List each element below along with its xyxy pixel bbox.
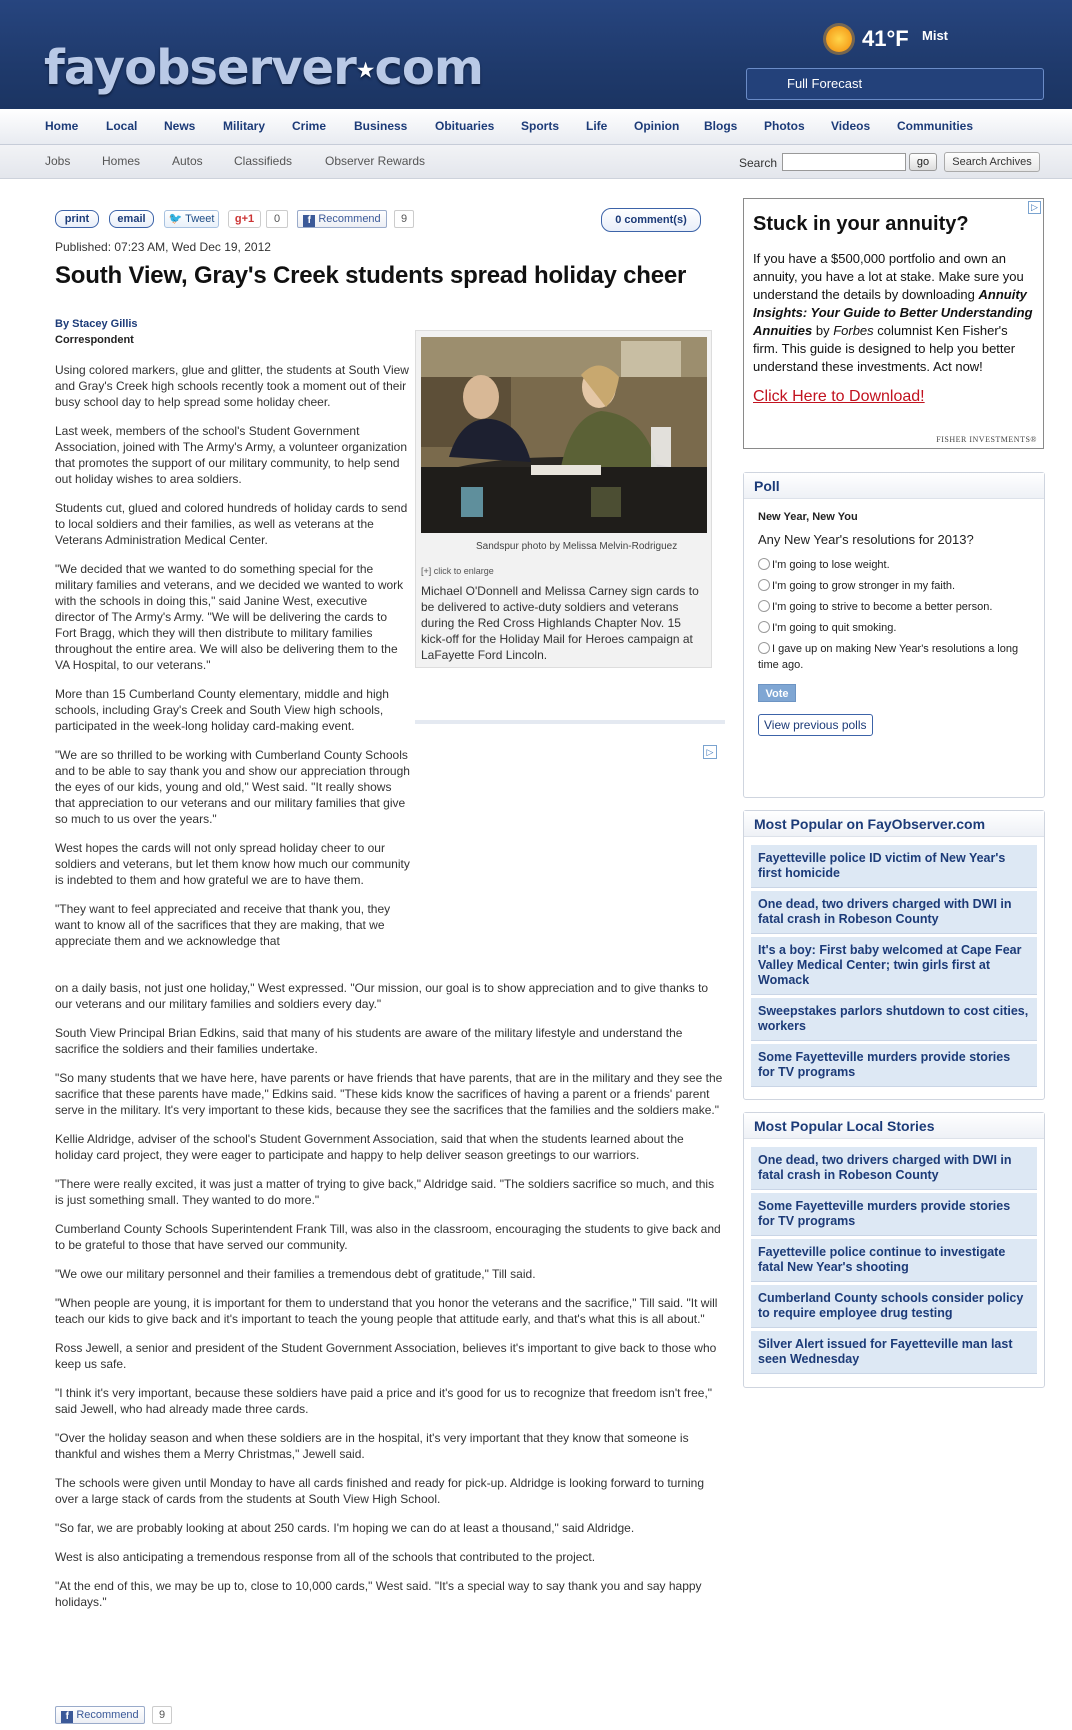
ad-guide-title: Annuity Insights: Your Guide to Better Understanding Annuities — [753, 287, 1033, 338]
email-button[interactable]: email — [109, 210, 154, 228]
paragraph: "So many students that we have here, have parents or have friends that have parents, that are in the military and they see the sacrifice that these parents have made," Edkins said. "These kids know the sacrifices of having a parent or a friends' parent serve in the military. It's very important to these kids, because they see the sacrifices that the families and the soldiers make." — [55, 1071, 723, 1117]
print-button[interactable]: print — [55, 210, 99, 228]
ad-text: If you have a $500,000 portfolio and own an annuity, you have a lot at stake. Make sure you understand the details by downloading — [753, 251, 1024, 302]
bottom-recommend-count: 9 — [152, 1706, 172, 1724]
gplus-button[interactable] — [228, 210, 261, 228]
facebook-icon: f — [61, 1711, 73, 1723]
search-go-button[interactable]: go — [909, 153, 937, 171]
adchoices-icon[interactable]: ▷ — [703, 745, 717, 759]
paragraph: West hopes the cards will not only spread holiday cheer to our soldiers and veterans, but let them know how much our community is indebted to them and how grateful we are to have them. — [55, 841, 410, 887]
recommend-label: Recommend — [76, 1709, 139, 1721]
ad-body — [753, 250, 1033, 376]
previous-polls-button[interactable]: View previous polls — [758, 714, 873, 736]
sun-icon — [826, 26, 852, 52]
ad-download-link[interactable]: Click Here to Download! — [753, 388, 925, 405]
radio-button[interactable] — [758, 579, 770, 591]
poll-option[interactable] — [758, 557, 1030, 573]
radio-button[interactable] — [758, 621, 770, 633]
recommend-count: 9 — [394, 210, 414, 228]
paragraph: West is also anticipating a tremendous response from all of the schools that contributed to the project. — [55, 1550, 596, 1564]
paragraph: "We decided that we wanted to do something special for the military families and veterans, and we decided we wanted to work with the schools in doing this," said Janine West, executive director of The Army's Army. "We will be delivering the cards to Fort Bragg, which they will then distribute to military families throughout the entire area. We will also be delivering them to the VA Hospital, to our veterans." — [55, 562, 404, 672]
nav-jobs[interactable]: Jobs — [45, 154, 71, 168]
gplus-label: +1 — [241, 213, 255, 225]
paragraph: "They want to feel appreciated and receive that thank you, they want to know all of the sacrifices that they are making, that we appreciate them and we acknowledge that — [55, 902, 391, 948]
published-date: Published: 07:23 AM, Wed Dec 19, 2012 — [55, 240, 271, 254]
ad-text: by — [812, 323, 834, 338]
tweet-button[interactable] — [164, 210, 219, 228]
nav-military[interactable]: Military — [223, 119, 266, 133]
paragraph: Using colored markers, glue and glitter, the students at South View and Gray's Creek high schools recently took a moment out of their busy school day to help spread some holiday cheer. — [55, 363, 409, 409]
weather-condition: Mist — [922, 28, 948, 43]
story-link[interactable]: Some Fayetteville murders provide stories for TV programs — [751, 1193, 1037, 1236]
gplus-icon: g — [234, 213, 242, 225]
primary-nav — [0, 109, 1072, 145]
twitter-icon: 🐦 — [168, 213, 183, 225]
nav-life[interactable]: Life — [586, 119, 608, 133]
paragraph: Students cut, glued and colored hundreds of holiday cards to send to local soldiers and their families, as well as veterans at the Veterans Administration Medical Center. — [55, 501, 408, 547]
story-link[interactable]: Fayetteville police continue to investigate fatal New Year's shooting — [751, 1239, 1037, 1282]
most-local-title: Most Popular Local Stories — [744, 1113, 1044, 1139]
paragraph: More than 15 Cumberland County elementary, middle and high schools, including Gray's Creek and South View high schools, participated in the week-long holiday card-making event. — [55, 687, 389, 733]
search-label: Search — [739, 156, 778, 170]
radio-button[interactable] — [758, 558, 770, 570]
nav-autos[interactable]: Autos — [172, 154, 203, 168]
paragraph: South View Principal Brian Edkins, said that many of his students are aware of the military lifestyle and understand the sacrifice the soldiers and their families undertake. — [55, 1026, 683, 1056]
option-label: I'm going to strive to become a better person. — [772, 601, 993, 613]
secondary-nav — [0, 145, 1072, 179]
story-link[interactable]: It's a boy: First baby welcomed at Cape Fear Valley Medical Center; twin girls first at Womack — [751, 937, 1037, 995]
ad-text: columnist Ken Fisher's firm. This guide is designed to help you better understand these investments. Act now! — [753, 323, 1016, 374]
vote-button[interactable]: Vote — [758, 684, 796, 702]
nav-communities[interactable]: Communities — [897, 119, 974, 133]
poll-title: Poll — [744, 473, 1044, 499]
nav-photos[interactable]: Photos — [764, 119, 805, 133]
paragraph: on a daily basis, not just one holiday," West expressed. "Our mission, our goal is to show appreciation and to give thanks to our veterans and our military families and soldiers every day." — [55, 981, 709, 1011]
nav-classifieds[interactable]: Classifieds — [234, 154, 293, 168]
recommend-label: Recommend — [318, 213, 381, 225]
option-label: I'm going to grow stronger in my faith. — [772, 580, 956, 592]
paragraph: "When people are young, it is important for them to understand that you honor the veterans and the sacrifice," Till said. "It will teach our kids to give back and it's important to teach the young people that attitude early, and that's what this is all about." — [55, 1296, 718, 1326]
nav-opinion[interactable]: Opinion — [634, 119, 680, 133]
poll-panel — [743, 472, 1045, 798]
photo-illustration — [421, 337, 707, 533]
recommend-button[interactable] — [297, 210, 387, 228]
poll-option[interactable] — [758, 599, 1030, 615]
nav-business[interactable]: Business — [354, 119, 408, 133]
ad-forbes: Forbes — [833, 323, 874, 338]
nav-crime[interactable]: Crime — [292, 119, 327, 133]
photo-caption: Michael O'Donnell and Melissa Carney sign cards to be delivered to active-duty soldiers and veterans during the Red Cross Highlands Chapter Nov. 15 kick-off for the Holiday Mail for Heroes campaign at LaFayette Ford Lincoln. — [421, 584, 699, 662]
story-link[interactable]: One dead, two drivers charged with DWI in fatal crash in Robeson County — [751, 891, 1037, 934]
article-headline: South View, Gray's Creek students spread holiday cheer — [55, 262, 687, 289]
gplus-count: 0 — [266, 210, 288, 228]
paragraph: "There were really excited, it was just a matter of trying to give back," Aldridge said. "The soldiers sacrifice so much, and this is just something small. They wanted to do more." — [55, 1177, 715, 1207]
comments-button[interactable]: 0 comment(s) — [601, 208, 701, 232]
search-input[interactable] — [782, 153, 906, 171]
ad-title: Stuck in your annuity? — [753, 213, 969, 235]
story-link[interactable]: Sweepstakes parlors shutdown to cost cities, workers — [751, 998, 1037, 1041]
tweet-label: Tweet — [185, 213, 215, 225]
nav-obituaries[interactable]: Obituaries — [435, 119, 495, 133]
facebook-icon: f — [303, 215, 315, 227]
most-local-panel — [743, 1112, 1045, 1388]
story-link[interactable]: Fayetteville police ID victim of New Year's first homicide — [751, 845, 1037, 888]
paragraph: "So far, we are probably looking at about 250 cards. I'm hoping we can do at least a thousand," said Aldridge. — [55, 1521, 635, 1535]
photo-credit: Sandspur photo by Melissa Melvin-Rodriguez — [476, 541, 678, 552]
most-popular-panel — [743, 810, 1045, 1100]
article-photo[interactable] — [421, 337, 707, 533]
paragraph: "We owe our military personnel and their families a tremendous debt of gratitude," Till said. — [55, 1267, 536, 1281]
poll-name: New Year, New You — [758, 511, 858, 523]
nav-news[interactable]: News — [164, 119, 196, 133]
option-label: I gave up on making New Year's resolutions a long time ago. — [758, 643, 1019, 671]
nav-home[interactable]: Home — [45, 119, 79, 133]
nav-homes[interactable]: Homes — [102, 154, 141, 168]
nav-observer-rewards[interactable]: Observer Rewards — [325, 154, 426, 168]
enlarge-link[interactable]: [+] click to enlarge — [421, 566, 494, 576]
nav-blogs[interactable]: Blogs — [704, 119, 738, 133]
story-link[interactable]: Silver Alert issued for Fayetteville man last seen Wednesday — [751, 1331, 1037, 1374]
option-label: I'm going to lose weight. — [772, 559, 890, 571]
paragraph: Cumberland County Schools Superintendent Frank Till, was also in the classroom, encouraging the students to give back and to be grateful to those that have served our community. — [55, 1222, 721, 1252]
radio-button[interactable] — [758, 642, 770, 654]
paragraph: Ross Jewell, a senior and president of the Student Government Association, believes it's important to give back to those who keep us safe. — [55, 1341, 717, 1371]
logo-text: fayobserver — [44, 40, 356, 96]
site-logo[interactable] — [44, 40, 483, 96]
article-body-bottom — [55, 980, 725, 1623]
byline[interactable]: By Stacey Gillis — [55, 318, 138, 330]
ad-divider — [415, 720, 725, 724]
story-link[interactable]: Cumberland County schools consider policy to require employee drug testing — [751, 1285, 1037, 1328]
option-label: I'm going to quit smoking. — [772, 622, 897, 634]
photo-box — [415, 330, 712, 668]
paragraph: "Over the holiday season and when these soldiers are in the hospital, it's very important that they know that someone is thankful and wishes them a Merry Christmas," Jewell said. — [55, 1431, 689, 1461]
weather-temp: 41°F — [862, 26, 909, 51]
story-link[interactable]: One dead, two drivers charged with DWI in fatal crash in Robeson County — [751, 1147, 1037, 1190]
logo-tld: com — [374, 40, 483, 96]
nav-local[interactable]: Local — [106, 119, 138, 133]
article-body-top — [55, 362, 410, 962]
author-role: Correspondent — [55, 334, 134, 346]
paragraph: "I think it's very important, because these soldiers have paid a price and it's good for us to recognize that freedom isn't free," said Jewell, who had already made three cards. — [55, 1386, 713, 1416]
paragraph: The schools were given until Monday to have all cards finished and ready for pick-up. Aldridge is looking forward to turning over a large stack of cards from the students at South View High School. — [55, 1476, 705, 1506]
logo-star: ★ — [355, 58, 375, 84]
poll-option[interactable] — [758, 578, 1030, 594]
radio-button[interactable] — [758, 600, 770, 612]
full-forecast-button[interactable]: Full Forecast — [746, 68, 1044, 100]
paragraph: "We are so thrilled to be working with Cumberland County Schools and to be able to say thank you and show our appreciation through the eyes of our kids, young and old," West said. "It really shows that appreciation to our veterans and our military families that give so much to us over the years." — [55, 748, 410, 826]
masthead — [0, 0, 1072, 109]
bottom-recommend-button[interactable] — [55, 1706, 145, 1724]
nav-sports[interactable]: Sports — [521, 119, 560, 133]
adchoices-icon[interactable]: ▷ — [1028, 201, 1041, 214]
paragraph: Kellie Aldridge, adviser of the school's Student Government Association, said that when the students learned about the holiday card project, they were eager to participate and happy to help deliver season greetings to our warriors. — [55, 1132, 684, 1162]
paragraph: "At the end of this, we may be up to, close to 10,000 cards," West said. "It's a special way to say thank you and say happy holidays." — [55, 1579, 702, 1609]
poll-option[interactable] — [758, 620, 1030, 636]
ad-brand: FISHER INVESTMENTS® — [936, 435, 1037, 444]
poll-option[interactable] — [758, 641, 1030, 673]
nav-videos[interactable]: Videos — [831, 119, 871, 133]
poll-question: Any New Year's resolutions for 2013? — [758, 532, 974, 547]
most-popular-title: Most Popular on FayObserver.com — [744, 811, 1044, 837]
paragraph: Last week, members of the school's Student Government Association, joined with The Army's Army, a volunteer organization that promotes the support of our military community, to help send out holiday wishes to area soldiers. — [55, 424, 408, 486]
search-archives-button[interactable]: Search Archives — [944, 152, 1040, 172]
story-link[interactable]: Some Fayetteville murders provide stories for TV programs — [751, 1044, 1037, 1087]
annuity-ad[interactable] — [743, 198, 1044, 449]
